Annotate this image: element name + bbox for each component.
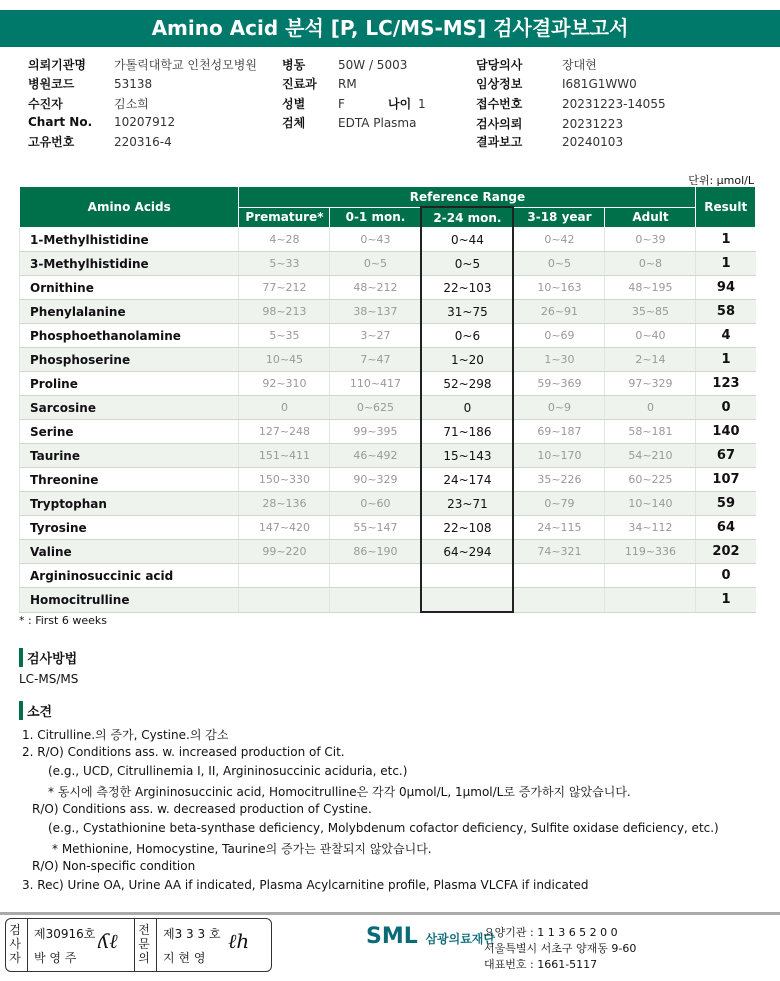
method-value: LC-MS/MS — [19, 672, 79, 686]
info-field — [476, 95, 666, 112]
amino-acid-name: Ornithine — [20, 276, 239, 300]
doctor-signature: ℓh — [228, 929, 250, 953]
reference-range: 0~8 — [605, 252, 696, 276]
footer-divider — [0, 912, 780, 915]
amino-acid-name: Taurine — [20, 444, 239, 468]
info-field — [28, 133, 172, 150]
reference-range: 24~174 — [421, 468, 513, 492]
reference-range: 48~195 — [605, 276, 696, 300]
opinion-line: 1. Citrulline.의 증가, Cystine.의 감소 — [22, 728, 229, 742]
reference-range: 59~369 — [513, 372, 605, 396]
info-value: 가톨릭대학교 인천성모병원 — [114, 58, 257, 72]
info-label: 임상정보 — [476, 77, 523, 91]
amino-acid-table — [19, 186, 756, 613]
table-row — [20, 348, 756, 372]
result-value: 0 — [696, 564, 756, 588]
reference-range — [605, 588, 696, 613]
reference-range: 10~45 — [239, 348, 330, 372]
org-phone: 대표번호 : 1661-5117 — [484, 958, 598, 971]
result-value: 202 — [696, 540, 756, 564]
org-code: 요양기관 : 1 1 3 6 5 2 0 0 — [484, 926, 618, 939]
table-row — [20, 540, 756, 564]
info-value: I681G1WW0 — [562, 77, 637, 91]
reference-range: 97~329 — [605, 372, 696, 396]
reference-range: 46~492 — [330, 444, 422, 468]
reference-range: 71~186 — [421, 420, 513, 444]
info-value: 20231223 — [562, 117, 624, 131]
info-label: 고유번호 — [28, 135, 75, 149]
reference-range: 0~44 — [421, 228, 513, 252]
reference-range: 24~115 — [513, 516, 605, 540]
amino-acid-name: Phenylalanine — [20, 300, 239, 324]
opinion-line: (e.g., UCD, Citrullinemia I, II, Argininosuccinic aciduria, etc.) — [48, 764, 408, 778]
reference-range — [421, 564, 513, 588]
opinion-line: 2. R/O) Conditions ass. w. increased production of Cit. — [22, 745, 345, 759]
reference-range: 0~625 — [330, 396, 422, 420]
info-value: 장대현 — [562, 58, 597, 72]
reference-range — [513, 588, 605, 613]
reference-range: 31~75 — [421, 300, 513, 324]
info-value: 20231223-14055 — [562, 97, 666, 111]
method-title: 검사방법 — [19, 648, 77, 667]
info-label: 검사의뢰 — [476, 117, 523, 131]
header-reference-range: Reference Range — [239, 187, 696, 208]
reference-range: 0~9 — [513, 396, 605, 420]
info-field — [28, 56, 257, 73]
unit-label: 단위: μmol/L — [688, 174, 754, 187]
table-row — [20, 276, 756, 300]
reference-range — [513, 564, 605, 588]
amino-acid-name: 3-Methylhistidine — [20, 252, 239, 276]
table-row — [20, 228, 756, 252]
result-value: 67 — [696, 444, 756, 468]
signature-box — [5, 918, 272, 972]
info-value: 53138 — [114, 77, 153, 91]
tester-label: 검사자 — [9, 923, 21, 965]
result-value: 1 — [696, 252, 756, 276]
reference-range: 0~5 — [330, 252, 422, 276]
reference-range: 110~417 — [330, 372, 422, 396]
reference-range: 90~329 — [330, 468, 422, 492]
reference-range: 15~143 — [421, 444, 513, 468]
tester-number: 제30916호 — [34, 927, 96, 941]
reference-range: 23~71 — [421, 492, 513, 516]
table-row — [20, 516, 756, 540]
reference-range: 0~69 — [513, 324, 605, 348]
info-field — [282, 75, 357, 92]
table-row — [20, 588, 756, 613]
reference-range: 28~136 — [239, 492, 330, 516]
amino-acid-name: Homocitrulline — [20, 588, 239, 613]
info-label: 담당의사 — [476, 58, 523, 72]
reference-range: 38~137 — [330, 300, 422, 324]
reference-range: 52~298 — [421, 372, 513, 396]
reference-range: 74~321 — [513, 540, 605, 564]
reference-range: 26~91 — [513, 300, 605, 324]
amino-acid-name: Tryptophan — [20, 492, 239, 516]
reference-range: 3~27 — [330, 324, 422, 348]
info-label: 수진자 — [28, 97, 63, 111]
reference-range: 92~310 — [239, 372, 330, 396]
amino-acid-name: Phosphoethanolamine — [20, 324, 239, 348]
reference-range: 48~212 — [330, 276, 422, 300]
reference-range: 69~187 — [513, 420, 605, 444]
info-value: 20240103 — [562, 135, 624, 149]
reference-range: 127~248 — [239, 420, 330, 444]
result-value: 1 — [696, 348, 756, 372]
result-value: 1 — [696, 228, 756, 252]
reference-range: 0~40 — [605, 324, 696, 348]
reference-range: 64~294 — [421, 540, 513, 564]
header-col: Adult — [605, 207, 696, 228]
result-value: 1 — [696, 588, 756, 613]
reference-range: 0~5 — [513, 252, 605, 276]
info-field — [28, 75, 152, 92]
doctor-label: 전문의 — [138, 923, 150, 965]
opinion-line: R/O) Non-specific condition — [32, 859, 196, 873]
opinion-line: (e.g., Cystathionine beta-synthase deficiency, Molybdenum cofactor deficiency, Sulfite oxidase deficiency, etc.) — [48, 821, 719, 835]
info-label: Chart No. — [28, 115, 93, 129]
reference-range: 0~60 — [330, 492, 422, 516]
reference-range — [239, 564, 330, 588]
reference-range: 1~20 — [421, 348, 513, 372]
info-field — [28, 95, 149, 112]
reference-range: 77~212 — [239, 276, 330, 300]
opinion-title: 소견 — [19, 701, 52, 720]
reference-range: 99~395 — [330, 420, 422, 444]
org-info — [484, 925, 636, 973]
reference-range: 151~411 — [239, 444, 330, 468]
reference-range: 0~39 — [605, 228, 696, 252]
info-label: 병동 — [282, 58, 306, 72]
result-value: 94 — [696, 276, 756, 300]
amino-acid-name: Sarcosine — [20, 396, 239, 420]
info-field — [28, 115, 175, 129]
reference-range: 34~112 — [605, 516, 696, 540]
org-address: 서울특별시 서초구 양재동 9-60 — [484, 942, 637, 955]
reference-range: 0 — [605, 396, 696, 420]
amino-acid-name: Proline — [20, 372, 239, 396]
info-field — [476, 56, 597, 73]
footnote: * : First 6 weeks — [19, 614, 107, 627]
info-field — [282, 95, 345, 112]
report-title: Amino Acid 분석 [P, LC/MS-MS] 검사결과보고서 — [0, 10, 780, 47]
info-value: EDTA Plasma — [338, 116, 417, 130]
reference-range — [239, 588, 330, 613]
result-value: 59 — [696, 492, 756, 516]
reference-range — [330, 588, 422, 613]
header-result: Result — [696, 187, 756, 228]
info-value: 10207912 — [114, 115, 176, 129]
info-label: 검체 — [282, 116, 306, 130]
reference-range: 54~210 — [605, 444, 696, 468]
info-field — [388, 95, 426, 112]
reference-range: 5~35 — [239, 324, 330, 348]
result-value: 123 — [696, 372, 756, 396]
info-label: 진료과 — [282, 77, 317, 91]
doctor-number: 제3 3 3 호 — [163, 927, 221, 941]
header-col: 3-18 year — [513, 207, 605, 228]
opinion-line: * Methionine, Homocystine, Taurine의 증가는 관찰되지 않았습니다. — [52, 842, 432, 856]
sml-logo: SML 삼광의료재단 — [366, 924, 495, 949]
info-field — [476, 133, 623, 150]
header-col: 2-24 mon. — [421, 207, 513, 228]
tester-name: 박 영 주 — [34, 951, 77, 965]
table-row — [20, 444, 756, 468]
tester-signature: ʎℓ — [98, 929, 118, 953]
amino-acid-name: Valine — [20, 540, 239, 564]
reference-range: 119~336 — [605, 540, 696, 564]
doctor-name: 지 현 영 — [163, 951, 206, 965]
amino-acid-name: Phosphoserine — [20, 348, 239, 372]
reference-range: 1~30 — [513, 348, 605, 372]
reference-range: 7~47 — [330, 348, 422, 372]
reference-range: 35~226 — [513, 468, 605, 492]
reference-range: 22~103 — [421, 276, 513, 300]
result-value: 58 — [696, 300, 756, 324]
reference-range: 0 — [239, 396, 330, 420]
reference-range: 0~79 — [513, 492, 605, 516]
amino-acid-name: Argininosuccinic acid — [20, 564, 239, 588]
info-value: RM — [338, 77, 357, 91]
reference-range: 4~28 — [239, 228, 330, 252]
reference-range — [330, 564, 422, 588]
opinion-line: 3. Rec) Urine OA, Urine AA if indicated, Plasma Acylcarnitine profile, Plasma VLCFA if indicated — [22, 878, 589, 892]
reference-range: 0~6 — [421, 324, 513, 348]
info-label: 병원코드 — [28, 77, 75, 91]
result-value: 107 — [696, 468, 756, 492]
reference-range: 55~147 — [330, 516, 422, 540]
amino-acid-name: Threonine — [20, 468, 239, 492]
reference-range: 2~14 — [605, 348, 696, 372]
reference-range: 0~42 — [513, 228, 605, 252]
reference-range: 0 — [421, 396, 513, 420]
amino-acid-name: 1-Methylhistidine — [20, 228, 239, 252]
amino-acid-name: Serine — [20, 420, 239, 444]
info-field — [282, 56, 407, 73]
opinion-line: R/O) Conditions ass. w. decreased production of Cystine. — [32, 802, 372, 816]
reference-range: 150~330 — [239, 468, 330, 492]
table-row — [20, 564, 756, 588]
info-value: F — [338, 97, 345, 111]
info-label: 의뢰기관명 — [28, 58, 86, 72]
info-value: 1 — [418, 97, 426, 111]
amino-acid-name: Tyrosine — [20, 516, 239, 540]
table-row — [20, 372, 756, 396]
header-amino-acids: Amino Acids — [20, 187, 239, 228]
reference-range: 10~140 — [605, 492, 696, 516]
reference-range: 35~85 — [605, 300, 696, 324]
reference-range: 147~420 — [239, 516, 330, 540]
result-value: 140 — [696, 420, 756, 444]
result-value: 0 — [696, 396, 756, 420]
header-col: Premature* — [239, 207, 330, 228]
reference-range: 58~181 — [605, 420, 696, 444]
info-label: 성별 — [282, 97, 306, 111]
reference-range: 99~220 — [239, 540, 330, 564]
reference-range: 22~108 — [421, 516, 513, 540]
table-row — [20, 420, 756, 444]
reference-range: 5~33 — [239, 252, 330, 276]
reference-range: 86~190 — [330, 540, 422, 564]
result-value: 64 — [696, 516, 756, 540]
table-row — [20, 252, 756, 276]
reference-range: 0~5 — [421, 252, 513, 276]
info-label: 나이 — [388, 97, 412, 111]
info-field — [282, 114, 416, 131]
reference-range: 60~225 — [605, 468, 696, 492]
table-row — [20, 492, 756, 516]
table-row — [20, 300, 756, 324]
table-row — [20, 468, 756, 492]
info-field — [476, 115, 623, 132]
reference-range: 98~213 — [239, 300, 330, 324]
table-row — [20, 396, 756, 420]
info-value: 220316-4 — [114, 135, 172, 149]
reference-range — [421, 588, 513, 613]
reference-range — [605, 564, 696, 588]
reference-range: 10~163 — [513, 276, 605, 300]
opinion-line: * 동시에 측정한 Argininosuccinic acid, Homocitrulline은 각각 0μmol/L, 1μmol/L로 증가하지 않았습니다. — [48, 785, 631, 799]
table-row — [20, 324, 756, 348]
info-value: 50W / 5003 — [338, 58, 408, 72]
header-col: 0-1 mon. — [330, 207, 422, 228]
info-label: 결과보고 — [476, 135, 523, 149]
reference-range: 10~170 — [513, 444, 605, 468]
reference-range: 0~43 — [330, 228, 422, 252]
info-label: 접수번호 — [476, 97, 523, 111]
result-value: 4 — [696, 324, 756, 348]
info-field — [476, 75, 637, 92]
info-value: 김소희 — [114, 97, 149, 111]
